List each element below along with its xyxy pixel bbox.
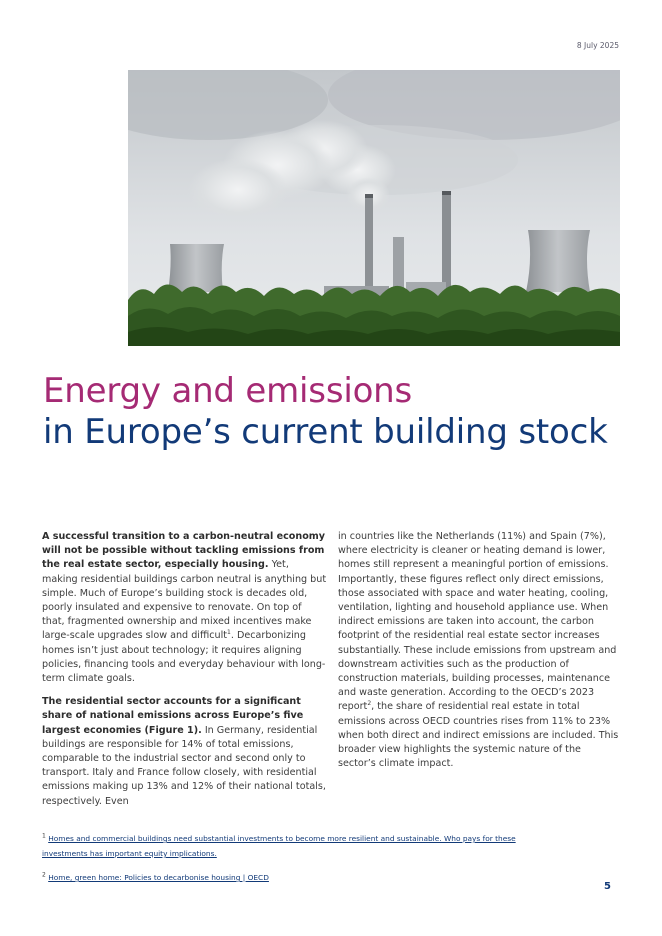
footnote-2-number: 2 xyxy=(42,871,46,879)
paragraph-3-text-a: in countries like the Netherlands (11%) and Spain (7%), where electricity is cleaner or heating demand is lower, homes still represent a meaningful portion of emissions. Importantly, these figures reflect only direct emissions, those associated with space and water heating, cooling, ventilation, lighting and household appliance use. When indirect emissions are taken into account, the carbon footprint of the residential real estate sector increases substantially. These include emissions from upstream and downstream activities such as the production of construction materials, building processes, maintenance and waste generation. According to the OECD’s 2023 report xyxy=(338,531,617,713)
footnote-1-link[interactable]: Homes and commercial buildings need substantial investments to become more resilient and sustainable. Who pays for these investments has important equity implications. xyxy=(42,834,516,858)
paragraph-3 xyxy=(338,530,620,771)
title-line-2: in Europe’s current building stock xyxy=(43,412,608,452)
footnote-2 xyxy=(42,870,562,885)
page-title xyxy=(43,371,608,453)
footnote-1-number: 1 xyxy=(42,832,46,840)
paragraph-3-text-b: , the share of residential real estate in total emissions across OECD countries rises from 11% to 23% when both direct and indirect emissions are included. This broader view highlights the systemic nature of the sector’s climate impact. xyxy=(338,701,619,770)
footnote-2-link[interactable]: Home, green home: Policies to decarbonise housing | OECD xyxy=(48,873,269,882)
paragraph-2-lead: The residential sector accounts for a significant share of national emissions across Europe’s five largest economies (Figure 1). xyxy=(42,696,304,736)
right-column xyxy=(338,530,620,780)
footnote-ref-2[interactable]: 2 xyxy=(367,700,372,708)
footnote-ref-1[interactable]: 1 xyxy=(227,629,231,637)
paragraph-2 xyxy=(42,695,327,809)
document-date: 8 July 2025 xyxy=(576,41,619,50)
power-plant-photo xyxy=(128,70,620,346)
paragraph-1-lead: A successful transition to a carbon-neutral economy will not be possible without tackling emissions from the real estate sector, especially housing. xyxy=(42,531,326,571)
left-column xyxy=(42,530,327,818)
footnote-1 xyxy=(42,831,562,861)
paragraph-2-text: In Germany, residential buildings are responsible for 14% of total emissions, comparable to the industrial sector and second only to transport. Italy and France follow closely, with residential emissions making up 13% and 12% of their national totals, respectively. Even xyxy=(42,724,326,807)
title-line-1: Energy and emissions xyxy=(43,371,413,411)
page-number: 5 xyxy=(604,881,611,892)
paragraph-1 xyxy=(42,530,327,686)
paragraph-1-text-b: . Decarbonizing homes isn’t just about technology; it requires aligning policies, financing tools and everyday behaviour with long-term climate goals. xyxy=(42,630,326,685)
hero-image xyxy=(128,70,620,346)
paragraph-1-text-a: Yet, making residential buildings carbon neutral is anything but simple. Much of Europe’s building stock is decades old, poorly insulated and expensive to renovate. On top of that, fragmented ownership and mixed incentives make large-scale upgrades slow and difficult xyxy=(42,559,327,642)
